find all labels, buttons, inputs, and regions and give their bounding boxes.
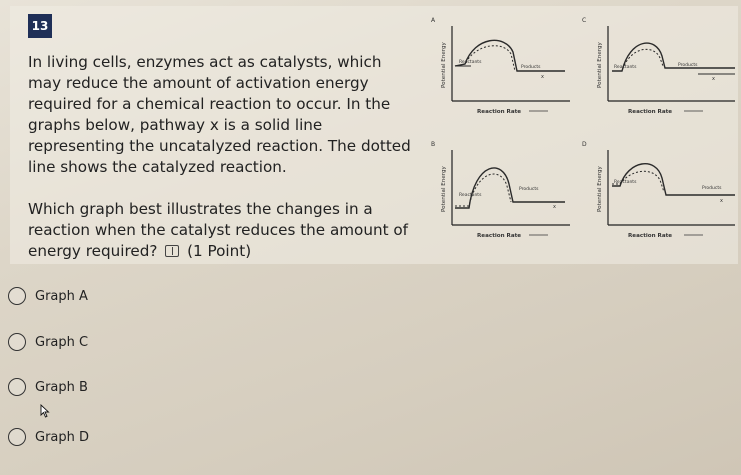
radio-button[interactable] xyxy=(8,428,26,446)
question-prompt-text: Which graph best illustrates the changes in a reaction when the catalyst reduces the amount of energy required? xyxy=(28,200,409,260)
option-graph-d[interactable] xyxy=(8,424,89,450)
radio-button[interactable] xyxy=(8,333,26,351)
graph-d-letter: D xyxy=(582,141,587,148)
question-intro-paragraph: In living cells, enzymes act as catalysts, which may reduce the amount of activation energy required for a chemical reaction to occur. In the graphs below, pathway x is a solid line representing the uncatalyzed reaction. The dotted line shows the catalyzed reaction. xyxy=(28,53,411,176)
option-graph-a[interactable] xyxy=(8,283,88,309)
graph-a-reactants: Reactants xyxy=(459,60,482,65)
graph-d-xlabel: Reaction Rate xyxy=(628,233,673,239)
question-text xyxy=(28,52,418,262)
graph-a-pathway-x: x xyxy=(541,74,544,80)
question-points: (1 Point) xyxy=(187,242,252,260)
graph-c xyxy=(582,16,738,116)
graph-d-pathway-x: x xyxy=(720,198,723,204)
option-graph-b[interactable] xyxy=(8,374,88,400)
graph-b-products: Products xyxy=(519,187,539,192)
graph-c-pathway-x: x xyxy=(712,76,715,82)
graph-a-letter: A xyxy=(431,17,436,24)
graph-a-catalyzed-line xyxy=(455,46,515,71)
graph-d-products: Products xyxy=(702,186,722,191)
option-label: Graph C xyxy=(35,334,89,350)
radio-button[interactable] xyxy=(8,287,26,305)
graph-c-letter: C xyxy=(582,17,587,24)
graph-c-products: Products xyxy=(678,63,698,68)
graph-a-products: Products xyxy=(521,65,541,70)
graph-b-xlabel: Reaction Rate xyxy=(477,233,522,239)
graph-d-reactants: Reactants xyxy=(614,180,637,185)
option-label: Graph A xyxy=(35,288,88,304)
graph-b-letter: B xyxy=(431,141,436,148)
immersive-reader-icon[interactable] xyxy=(165,245,179,257)
graph-b-pathway-x: x xyxy=(553,204,556,210)
graph-a-ylabel: Potential Energy xyxy=(441,42,447,88)
graph-c-ylabel: Potential Energy xyxy=(597,42,603,88)
graph-b-catalyzed-line xyxy=(455,174,511,206)
graph-b-uncatalyzed-line xyxy=(455,168,565,208)
graph-d-ylabel: Potential Energy xyxy=(597,166,603,212)
option-label: Graph B xyxy=(35,379,88,395)
graph-a xyxy=(425,16,573,116)
question-prompt xyxy=(28,199,418,262)
graph-a-xlabel: Reaction Rate xyxy=(477,109,522,115)
graph-c-reactants: Reactants xyxy=(614,65,637,70)
graph-c-xlabel: Reaction Rate xyxy=(628,109,673,115)
radio-button[interactable] xyxy=(8,378,26,396)
graph-b-ylabel: Potential Energy xyxy=(441,166,447,212)
graph-d xyxy=(582,140,738,240)
graph-b-reactants: Reactants xyxy=(459,193,482,198)
option-label: Graph D xyxy=(35,429,90,445)
option-graph-c[interactable] xyxy=(8,329,88,355)
graph-b xyxy=(425,140,573,240)
question-number-badge: 13 xyxy=(28,14,52,38)
mouse-cursor-icon xyxy=(40,404,50,418)
